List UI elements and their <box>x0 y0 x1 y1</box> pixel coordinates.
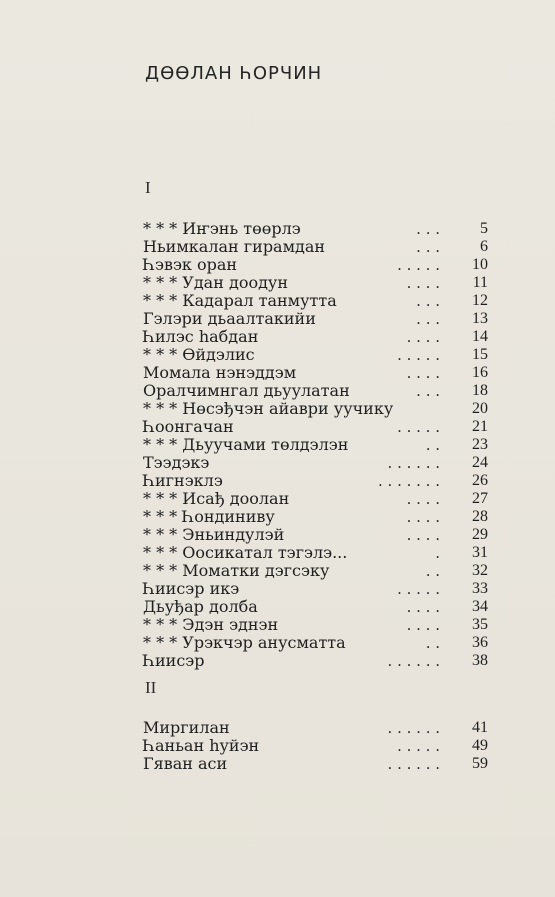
toc-entry <box>143 719 488 737</box>
toc-entry-title: * * * Иҥэнь төөрлэ <box>143 219 301 238</box>
toc-entry-leader: . . <box>425 634 440 652</box>
toc-entry <box>143 418 488 436</box>
toc-entry-title: Оралчимнгал дьуулатан <box>143 381 350 400</box>
toc-entry-title: * * * Оосикатал тэгэлэ... <box>143 543 348 562</box>
toc-entry-page: 15 <box>472 346 488 363</box>
toc-entry <box>143 562 488 580</box>
toc-entry-title: Ньимкалан гирамдан <box>143 237 326 256</box>
toc-entry-title: * * * Исађ доолан <box>143 489 290 508</box>
toc-entry-page: 31 <box>472 544 488 561</box>
toc-entry-title: Һэвэк оран <box>143 255 238 274</box>
toc-entry-leader: . . . . . . . <box>378 472 440 490</box>
toc-entry <box>143 220 488 238</box>
toc-entry-title: * * * Һондиниву <box>143 507 275 526</box>
toc-entry-page: 21 <box>472 418 488 435</box>
toc-entry <box>143 310 488 328</box>
toc-entry <box>143 634 488 652</box>
toc-entry-title: Һилэс һабдан <box>143 327 259 346</box>
toc-entry-leader: . . . . . . <box>387 755 440 773</box>
toc-entry-page: 36 <box>472 634 488 651</box>
toc-entry-title: Тээдэкэ <box>143 453 210 472</box>
toc-entry-page: 10 <box>472 256 488 273</box>
toc-entry-page: 16 <box>472 364 488 381</box>
toc-entry-leader: . . . <box>416 382 440 400</box>
toc-entry-page: 29 <box>472 526 488 543</box>
toc-entry-leader: . . . . . <box>397 580 440 598</box>
toc-entry-page: 41 <box>472 719 488 736</box>
toc-entry-page: 59 <box>472 755 488 772</box>
toc-entry-title: Гяван аси <box>143 754 228 773</box>
toc-entry-page: 12 <box>472 292 488 309</box>
document-title: ДӨӨЛАН ҺОРЧИН <box>145 63 323 84</box>
toc-entry-page: 32 <box>472 562 488 579</box>
toc-entry-title: Һаньан һуйэн <box>143 736 260 755</box>
toc-entry <box>143 544 488 562</box>
toc-entry <box>143 737 488 755</box>
toc-entry-title: Һиисэр икэ <box>143 579 240 598</box>
toc-entry-page: 23 <box>472 436 488 453</box>
table-of-contents-section-1 <box>143 220 488 670</box>
toc-entry-leader: . . . . <box>406 274 440 292</box>
toc-entry-page: 5 <box>480 220 488 237</box>
toc-entry-leader: . . . . . <box>397 737 440 755</box>
toc-entry-leader: . . . . . . <box>387 719 440 737</box>
toc-entry-page: 11 <box>472 274 488 291</box>
toc-entry <box>143 508 488 526</box>
toc-entry-leader: . . . . <box>406 508 440 526</box>
toc-entry-leader: . . . . . . <box>387 652 440 670</box>
toc-entry-leader: . <box>435 544 440 562</box>
toc-entry-page: 33 <box>472 580 488 597</box>
toc-entry-page: 49 <box>472 737 488 754</box>
toc-entry-page: 26 <box>472 472 488 489</box>
toc-entry-page: 14 <box>472 328 488 345</box>
toc-entry-leader: . . . <box>416 238 440 256</box>
toc-entry-title: Һиисэр <box>143 651 205 670</box>
toc-entry <box>143 436 488 454</box>
toc-entry <box>143 454 488 472</box>
section-label-1: I <box>145 178 151 197</box>
toc-entry-page: 18 <box>472 382 488 399</box>
toc-entry <box>143 256 488 274</box>
toc-entry-title: * * * Моматки дэгсэку <box>143 561 330 580</box>
toc-entry-page: 34 <box>472 598 488 615</box>
toc-entry-leader: . . <box>425 436 440 454</box>
toc-entry <box>143 346 488 364</box>
toc-entry <box>143 382 488 400</box>
toc-entry-leader: . . <box>425 562 440 580</box>
section-label-2: II <box>145 678 157 697</box>
toc-entry <box>143 490 488 508</box>
toc-entry-title: * * * Эньиндулэй <box>143 525 285 544</box>
toc-entry-leader: . . . . . <box>397 256 440 274</box>
table-of-contents-section-2 <box>143 719 488 773</box>
toc-entry-title: * * * Удан доодун <box>143 273 289 292</box>
toc-entry-leader: . . . <box>416 220 440 238</box>
toc-entry-leader: . . . . <box>406 490 440 508</box>
toc-entry <box>143 598 488 616</box>
toc-entry-page: 38 <box>472 652 488 669</box>
toc-entry-page: 35 <box>472 616 488 633</box>
toc-entry <box>143 364 488 382</box>
toc-entry-page: 24 <box>472 454 488 471</box>
toc-entry <box>143 526 488 544</box>
toc-entry-leader: . . . . <box>406 328 440 346</box>
toc-entry <box>143 755 488 773</box>
toc-entry-page: 28 <box>472 508 488 525</box>
toc-entry-leader: . . . <box>416 310 440 328</box>
toc-entry-title: Миргилан <box>143 718 230 737</box>
toc-entry <box>143 616 488 634</box>
toc-entry-page: 20 <box>472 400 488 417</box>
toc-entry-title: Һигнэклэ <box>143 471 223 490</box>
toc-entry <box>143 328 488 346</box>
toc-entry-title: Момала нэнэддэм <box>143 363 297 382</box>
toc-entry-title: Гэлэри дьаалтакийи <box>143 309 316 328</box>
toc-entry-leader: . . . . <box>406 526 440 544</box>
toc-entry <box>143 580 488 598</box>
toc-entry-title: * * * Эдэн эднэн <box>143 615 279 634</box>
toc-entry-title: Дьуђар долба <box>143 597 258 616</box>
toc-entry <box>143 472 488 490</box>
toc-entry-leader: . . . . <box>406 598 440 616</box>
toc-entry-leader: . . . . . <box>397 346 440 364</box>
toc-entry <box>143 400 488 418</box>
toc-entry-leader: . . . . . . <box>387 454 440 472</box>
toc-entry-page: 6 <box>480 238 488 255</box>
toc-entry-page: 27 <box>472 490 488 507</box>
toc-entry <box>143 652 488 670</box>
toc-entry <box>143 238 488 256</box>
toc-entry-leader: . . . . <box>406 364 440 382</box>
toc-entry-title: * * * Кадарал танмутта <box>143 291 337 310</box>
toc-entry-leader: . . . <box>416 292 440 310</box>
toc-entry-title: * * * Өйдэлис <box>143 345 255 364</box>
toc-entry-title: Һоонгачан <box>143 417 234 436</box>
toc-entry-leader: . . . . <box>406 616 440 634</box>
toc-entry-leader: . . . . . <box>397 418 440 436</box>
toc-entry-title: * * * Дьуучами төлдэлэн <box>143 435 349 454</box>
toc-entry-title: * * * Урэкчэр анусматта <box>143 633 346 652</box>
toc-entry-page: 13 <box>472 310 488 327</box>
toc-entry-title: * * * Нөсэђчэн айаври уучику <box>143 399 394 418</box>
toc-entry <box>143 274 488 292</box>
toc-entry <box>143 292 488 310</box>
